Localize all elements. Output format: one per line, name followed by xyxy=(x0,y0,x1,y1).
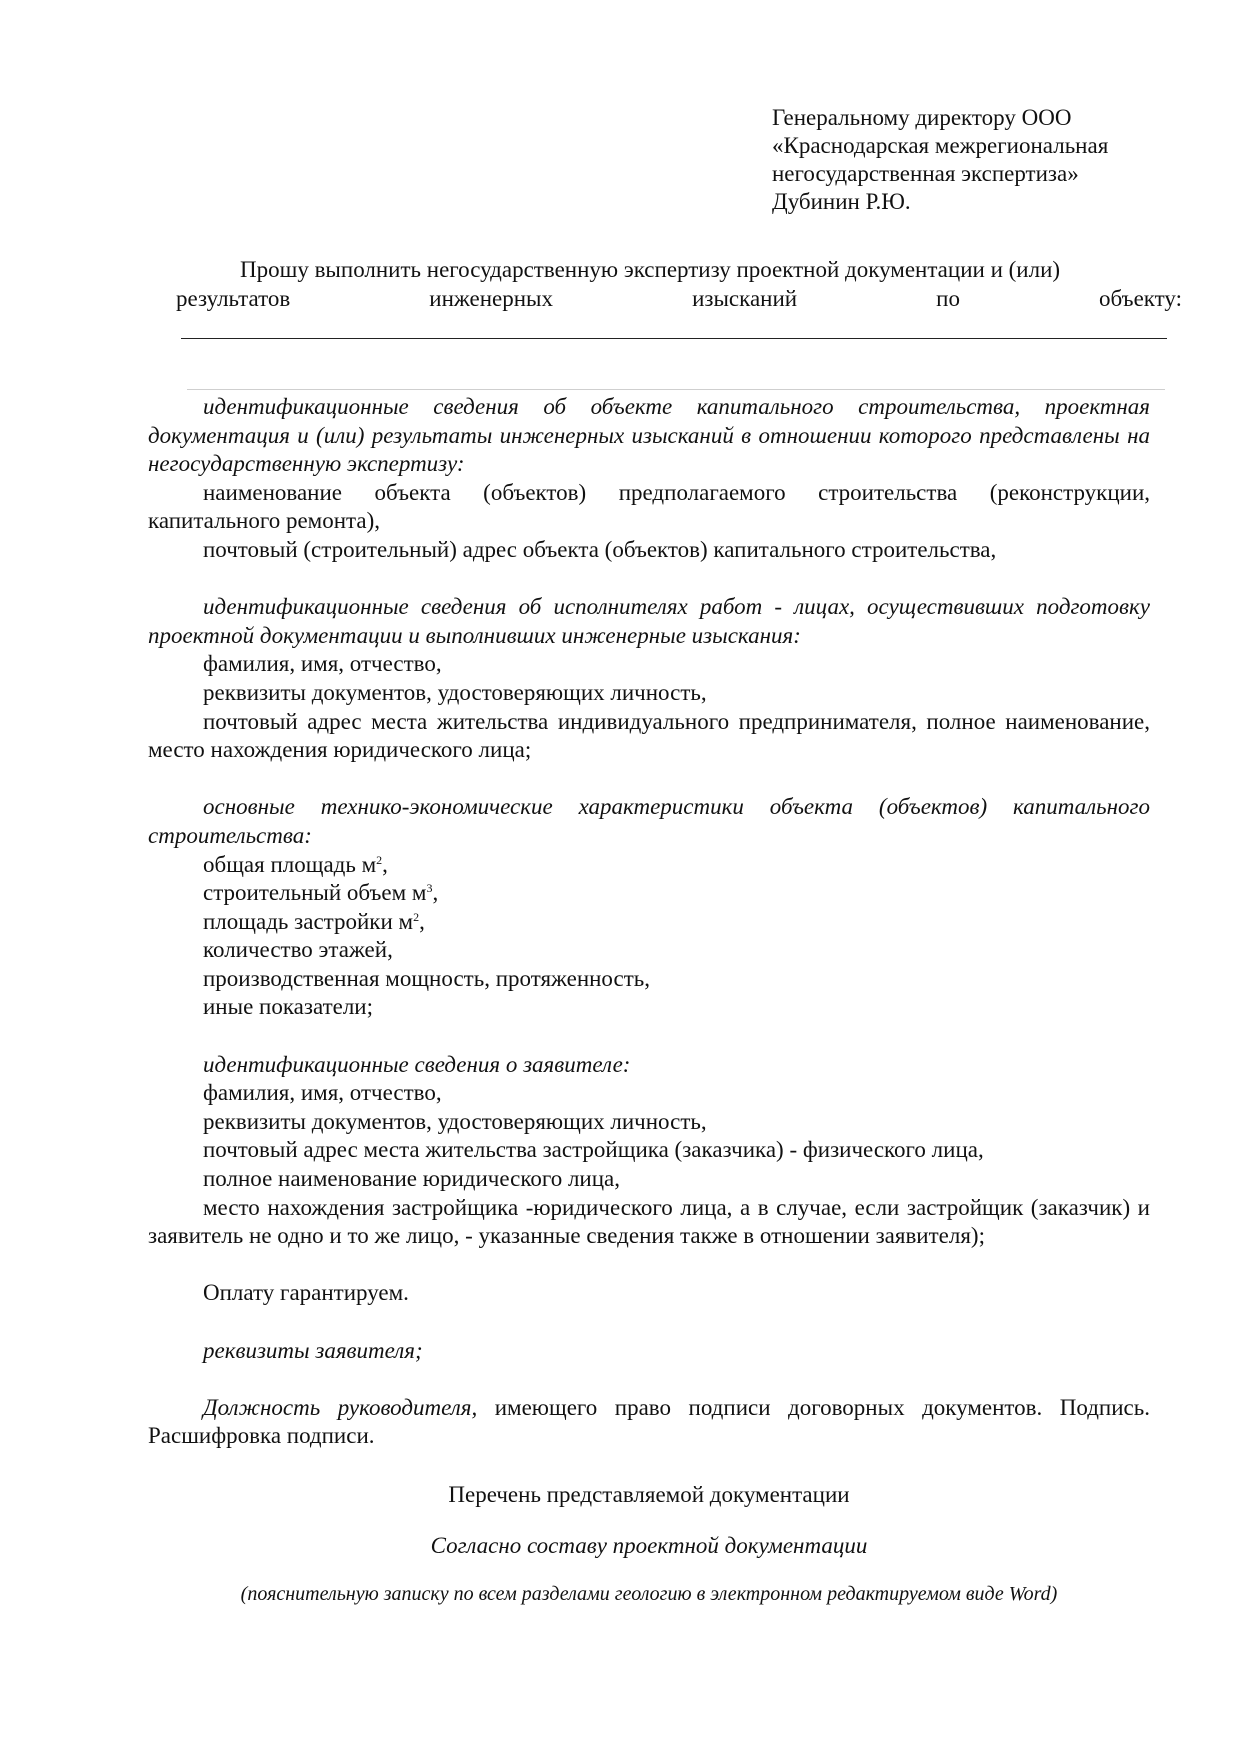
applicant-info-heading: идентификационные сведения о заявителе: xyxy=(203,1051,631,1077)
list-item: почтовый адрес места жительства застройщика (заказчика) - физического лица, xyxy=(203,1137,984,1163)
list-item: место нахождения застройщика -юридического лица, а в случае, если застройщик (заказчик) и заявитель не одно и то же лицо, - указанные сведения также в отношении заявителя); xyxy=(148,1194,1150,1249)
signature-line: Должность руководителя, имеющего право подписи договорных документов. Подпись. Расшифровка подписи. xyxy=(148,1394,1150,1449)
object-name-blank-line xyxy=(181,338,1167,339)
list-item: наименование объекта (объектов) предполагаемого строительства (реконструкции, капитального ремонта), xyxy=(148,479,1150,534)
applicant-requisites: реквизиты заявителя; xyxy=(203,1337,423,1363)
list-item: строительный объем $м^3$, xyxy=(203,880,439,906)
list-item: почтовый (строительный) адрес объекта (объектов) капитального строительства, xyxy=(203,536,997,562)
object-info-heading: идентификационные сведения об объекте капитального строительства, проектная документация и (или) результаты инженерных изысканий в отношении которого представлены на негосударственную экспертизу: xyxy=(148,394,1150,477)
list-item: количество этажей, xyxy=(203,937,393,963)
documents-list-subtitle: Согласно составу проектной документации xyxy=(430,1533,868,1558)
tech-info-heading: основные технико-экономические характеристики объекта (объектов) капитального строительства: xyxy=(148,794,1150,848)
list-item: фамилия, имя, отчество, xyxy=(203,651,442,677)
addressee-block xyxy=(772,104,1108,216)
list-item: почтовый адрес места жительства индивидуального предпринимателя, полное наименование, место нахождения юридического лица; xyxy=(148,708,1150,763)
list-item: полное наименование юридического лица, xyxy=(203,1166,620,1192)
list-item: производственная мощность, протяженность, xyxy=(203,965,651,991)
list-item: фамилия, имя, отчество, xyxy=(203,1080,442,1106)
list-item: общая площадь $м^2$, xyxy=(203,851,388,877)
executors-info-heading: идентификационные сведения об исполнителях работ - лицах, осуществивших подготовку проектной документации и выполнивших инженерные изыскания: xyxy=(148,594,1150,648)
request-paragraph xyxy=(176,255,1182,313)
list-item: иные показатели; xyxy=(203,994,374,1020)
addressee-line: Дубинин Р.Ю. xyxy=(772,189,911,214)
document-body xyxy=(148,393,1150,1451)
addressee-line: негосударственная экспертиза» xyxy=(772,161,1079,186)
request-line: Прошу выполнить негосударственную экспертизу проектной документации и (или) xyxy=(240,257,1061,282)
list-item: реквизиты документов, удостоверяющих личность, xyxy=(203,679,707,705)
request-line: результатов инженерных изысканий по объекту: xyxy=(176,286,1182,311)
object-name-blank-line-secondary xyxy=(187,389,1165,390)
payment-guarantee: Оплату гарантируем. xyxy=(203,1280,409,1306)
list-item: реквизиты документов, удостоверяющих личность, xyxy=(203,1108,707,1134)
documents-list-title: Перечень представляемой документации xyxy=(448,1482,850,1507)
addressee-line: Генеральному директору ООО xyxy=(772,105,1072,130)
documents-list-note: (пояснительную записку по всем разделами геологию в электронном редактируемом виде Word) xyxy=(240,1583,1058,1605)
addressee-line: «Краснодарская межрегиональная xyxy=(772,133,1109,158)
list-item: площадь застройки $м^2$, xyxy=(203,908,425,934)
